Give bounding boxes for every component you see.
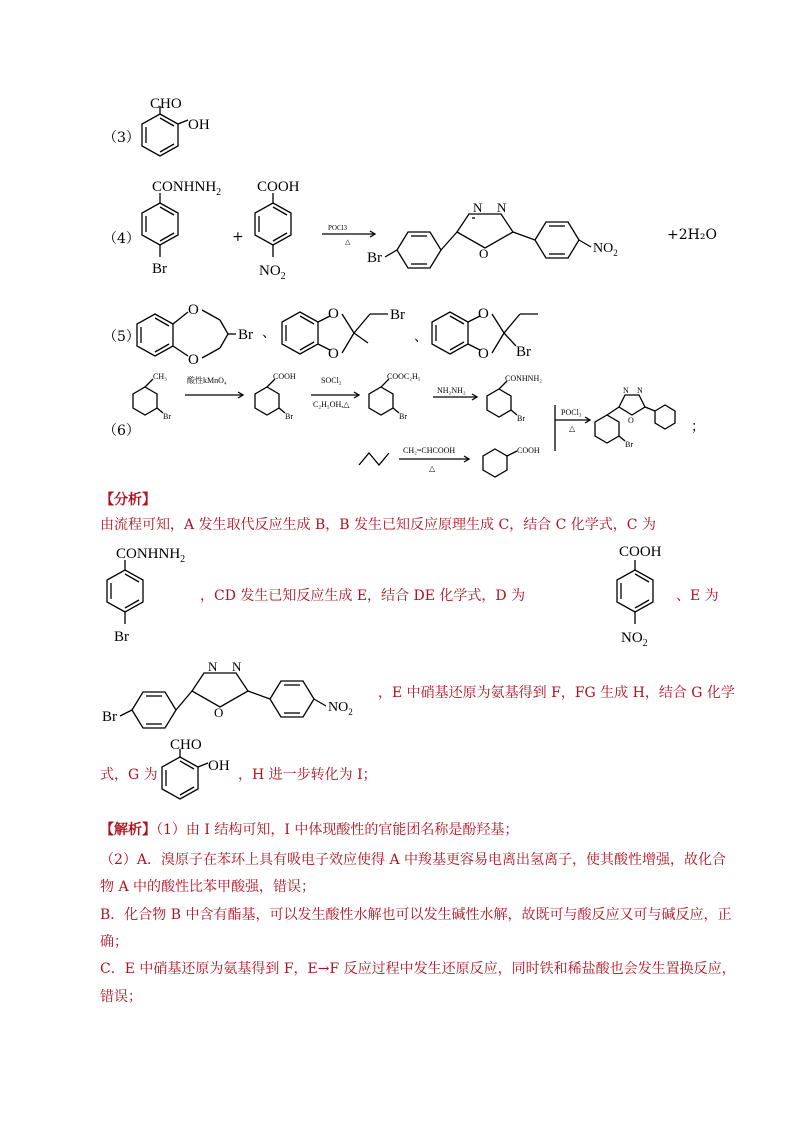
q6-label: （6） — [103, 423, 140, 439]
oxadiazole-product-structure — [365, 192, 640, 272]
oh-label: OH — [208, 758, 230, 774]
cho-label: CHO — [170, 737, 202, 753]
compound-d-structure — [605, 540, 685, 650]
ch3-label: CH₃ — [153, 372, 167, 381]
o-atom: O — [188, 352, 199, 368]
salicylaldehyde-structure-q3 — [130, 92, 230, 172]
q6-synthesis-route — [125, 365, 725, 480]
solution-line-3b: 确； — [100, 934, 128, 950]
pocl3-label: POCl3 — [328, 224, 348, 232]
benzodioxepine-structure — [130, 292, 280, 372]
solution-line-4a: C．E 中硝基还原为氨基得到 F，E→F 反应过程中发生还原反应，同时铁和稀盐酸也会发生置换反应， — [100, 961, 736, 977]
step3-label: NH₂NH₂ — [437, 386, 466, 395]
br-label: Br — [238, 327, 253, 343]
analysis-line-4b: ，H 进一步转化为 I； — [238, 767, 377, 783]
analysis-line-4a: 式，G 为 — [100, 767, 158, 783]
conhnh2-label: $CONHNH_2$ — [116, 546, 186, 565]
n-atom: N — [623, 386, 629, 395]
oh-label: OH — [188, 117, 210, 133]
cooh-label: COOH — [517, 446, 540, 455]
br-label: Br — [390, 307, 405, 323]
br-label: Br — [625, 440, 633, 449]
step5-label: CH₂=CHCOOH — [403, 446, 456, 455]
end-punct: ； — [691, 420, 705, 435]
n-atom: N — [232, 659, 242, 674]
q5-label: （5） — [103, 329, 140, 345]
n-atom: N — [637, 386, 643, 395]
analysis-title: 【分析】 — [100, 492, 156, 508]
analysis-line-3: ，E 中硝基还原为氨基得到 F，FG 生成 H，结合 G 化学 — [378, 685, 735, 701]
o-atom: O — [478, 306, 489, 322]
separator: 、 — [414, 329, 428, 345]
no2-label: $NO_2$ — [259, 263, 286, 282]
o-atom: O — [478, 346, 489, 362]
solution-line-4b: 错误； — [100, 989, 142, 1005]
heat-label: △ — [429, 464, 436, 473]
br-label: Br — [102, 709, 117, 725]
n-atom: N — [473, 200, 483, 215]
plus-sign: + — [232, 229, 244, 245]
no2-label: $NO_2$ — [593, 241, 618, 258]
cooh-label: COOH — [619, 544, 662, 560]
cooh-label: COOH — [273, 372, 296, 381]
no2-label: $NO_2$ — [621, 630, 648, 649]
q3-label: （3） — [103, 130, 140, 146]
cooh-label: COOH — [257, 179, 300, 195]
benzodioxole-bromomethyl-structure — [278, 298, 428, 368]
o-atom: O — [479, 246, 489, 261]
br-label: Br — [152, 261, 167, 277]
benzodioxole-ethyl-bromo-structure — [428, 298, 578, 368]
o-atom: O — [188, 302, 199, 318]
step2-label: SOCl₂ — [321, 376, 342, 385]
n-atom: N — [497, 200, 507, 215]
ester-label: COOC₂H₅ — [387, 372, 421, 381]
compound-c-structure — [100, 540, 210, 650]
br-label: Br — [367, 250, 382, 266]
br-label: Br — [517, 414, 525, 423]
n-atom: N — [208, 659, 218, 674]
o-atom: O — [628, 416, 634, 425]
solution-line-2b: 物 A 中的酸性比苯甲酸强，错误； — [100, 879, 316, 895]
compound-e-structure — [100, 655, 380, 730]
analysis-line-2a: ，CD 发生已知反应生成 E，结合 DE 化学式，D 为 — [200, 588, 526, 604]
analysis-line-2b: 、E 为 — [676, 588, 719, 604]
br-label: Br — [285, 412, 293, 421]
o-atom: O — [328, 346, 339, 362]
solution-line-1 — [100, 823, 518, 837]
br-label: Br — [163, 412, 171, 421]
water-product: +2H₂O — [667, 227, 717, 243]
conhnh2-label: $CONHNH_2$ — [152, 179, 222, 198]
br-label: Br — [516, 344, 531, 360]
heat-label: △ — [345, 238, 351, 246]
br-label: Br — [114, 629, 129, 645]
br-label: Br — [399, 412, 407, 421]
compound-g-structure — [150, 735, 250, 810]
pocl3-label: POCl₃ — [561, 408, 582, 417]
no2-label: $NO_2$ — [328, 700, 353, 717]
step1-label: 酸性kMnO₄ — [187, 376, 227, 385]
heat-label: △ — [569, 424, 576, 433]
solution-title: 【解析】 — [100, 822, 156, 838]
analysis-line-1: 由流程可知，A 发生取代反应生成 B，B 发生已知反应原理生成 C，结合 C 化学式，C 为 — [100, 517, 656, 533]
separator: 、 — [262, 325, 276, 341]
o-atom: O — [214, 705, 224, 720]
step2b-label: C₂H₅OH,△ — [313, 400, 350, 409]
o-atom: O — [328, 306, 339, 322]
q4-label: （4） — [103, 231, 140, 247]
solution-p1: （1）由 I 结构可知，I 中体现酸性的官能团名称是酚羟基； — [156, 822, 519, 838]
solution-line-3a: B．化合物 B 中含有酯基，可以发生酸性水解也可以发生碱性水解，故既可与酸反应又可与碱反应，正 — [100, 907, 732, 923]
hydrazide-label: CONHNH₂ — [505, 374, 543, 383]
cho-label: CHO — [150, 96, 182, 112]
solution-line-2a: （2）A．溴原子在苯环上具有吸电子效应使得 A 中羧基更容易电离出氢离子，使其酸性增强，故化合 — [100, 852, 727, 868]
